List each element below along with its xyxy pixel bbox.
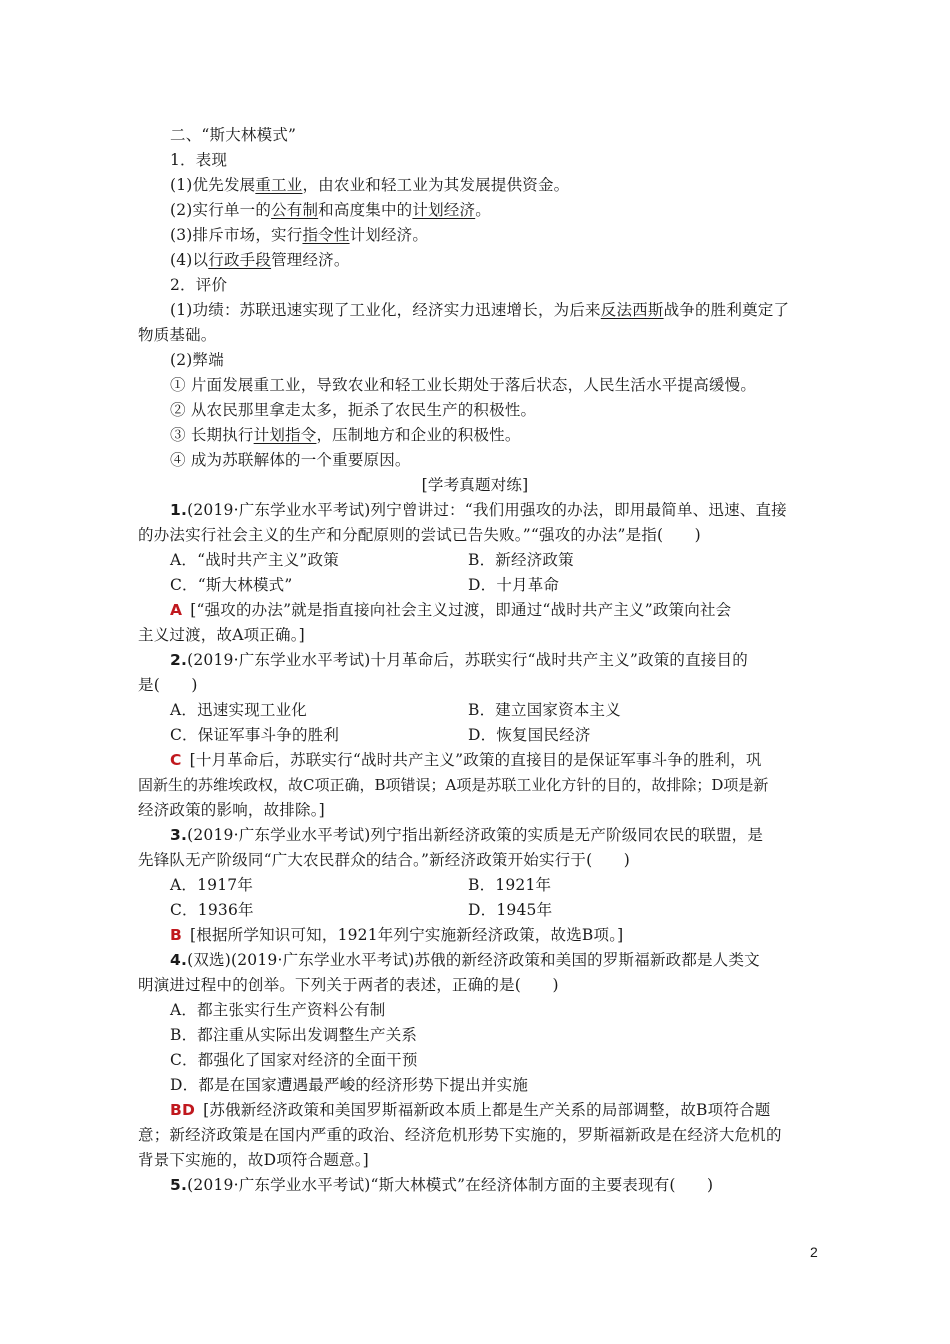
drawback-4: ④ 成为苏联解体的一个重要原因。 <box>170 451 411 469</box>
drawback-3: ③ 长期执行计划指令，压制地方和企业的积极性。 <box>170 426 521 444</box>
q4-explanation-cont: 意；新经济政策是在国内严重的政治、经济危机形势下实施的，罗斯福新政是在经济大危机的 <box>138 1126 782 1144</box>
section-title: 二、“斯大林模式” <box>170 126 297 144</box>
q4-option-d: D．都是在国家遭遇最严峻的经济形势下提出并实施 <box>170 1076 529 1094</box>
q4-answer: BD [苏俄新经济政策和美国罗斯福新政本质上都是生产关系的局部调整，故B项符合题 <box>170 1101 771 1119</box>
q2-option-c: C．保证军事斗争的胜利 <box>170 726 340 744</box>
evaluation-drawbacks: (2)弊端 <box>170 351 224 369</box>
q1-answer: A [“强攻的办法”就是指直接向社会主义过渡，即通过“战时共产主义”政策向社会 <box>170 601 732 619</box>
q3-option-b: B．1921年 <box>468 876 552 894</box>
question-3-cont: 先锋队无产阶级同“广大农民群众的结合。”新经济政策开始实行于( ) <box>138 851 630 869</box>
q4-explanation-end: 背景下实施的，故D项符合题意。] <box>138 1151 369 1169</box>
evaluation-merit: (1)功绩：苏联迅速实现了工业化，经济实力迅速增长，为后来反法西斯战争的胜利奠定了 <box>170 301 790 319</box>
evaluation-merit-cont: 物质基础。 <box>138 326 217 344</box>
q1-option-b: B．新经济政策 <box>468 551 574 569</box>
answer-label: B <box>170 926 183 944</box>
q2-option-a: A．迅速实现工业化 <box>170 701 307 719</box>
point-4: (4)以行政手段管理经济。 <box>170 251 350 269</box>
q3-option-d: D．1945年 <box>468 901 553 919</box>
q4-option-b: B．都注重从实际出发调整生产关系 <box>170 1026 418 1044</box>
point-1: (1)优先发展重工业，由农业和轻工业为其发展提供资金。 <box>170 176 570 194</box>
q1-explanation-cont: 主义过渡，故A项正确。] <box>138 626 305 644</box>
drawback-2: ② 从农民那里拿走太多，扼杀了农民生产的积极性。 <box>170 401 537 419</box>
q1-option-c: C．“斯大林模式” <box>170 576 293 594</box>
q1-option-d: D．十月革命 <box>468 576 560 594</box>
answer-label: C <box>170 751 182 769</box>
q2-explanation-end: 经济政策的影响，故排除。] <box>138 801 325 819</box>
question-2: 2.(2019·广东学业水平考试)十月革命后，苏联实行“战时共产主义”政策的直接目的 <box>170 651 748 669</box>
answer-label: A <box>170 601 183 619</box>
question-4-cont: 明演进过程中的创举。下列关于两者的表述，正确的是( ) <box>138 976 559 994</box>
q2-answer: C [十月革命后，苏联实行“战时共产主义”政策的直接目的是保证军事斗争的胜利，巩 <box>170 751 762 769</box>
drawback-1: ① 片面发展重工业，导致农业和轻工业长期处于落后状态，人民生活水平提高缓慢。 <box>170 376 757 394</box>
question-3: 3.(2019·广东学业水平考试)列宁指出新经济政策的实质是无产阶级同农民的联盟，是 <box>170 826 764 844</box>
question-1: 1.(2019·广东学业水平考试)列宁曾讲过：“我们用强攻的办法，即用最简单、迅速、直接 <box>170 501 787 519</box>
heading-performance: 1．表现 <box>170 151 228 169</box>
q4-option-a: A．都主张实行生产资料公有制 <box>170 1001 386 1019</box>
answer-label: BD <box>170 1101 196 1119</box>
question-4: 4.(双选)(2019·广东学业水平考试)苏俄的新经济政策和美国的罗斯福新政都是人类文 <box>170 951 760 969</box>
question-2-cont: 是( ) <box>138 676 198 694</box>
practice-title: [学考真题对练] <box>421 476 529 494</box>
q1-option-a: A．“战时共产主义”政策 <box>170 551 339 569</box>
q4-option-c: C．都强化了国家对经济的全面干预 <box>170 1051 418 1069</box>
page-number: 2 <box>810 1244 818 1260</box>
q2-explanation-cont: 固新生的苏维埃政权，故C项正确，B项错误；A项是苏联工业化方针的目的，故排除；D项是新 <box>138 776 769 794</box>
q2-option-d: D．恢复国民经济 <box>468 726 591 744</box>
q3-option-a: A．1917年 <box>170 876 254 894</box>
heading-evaluation: 2．评价 <box>170 276 228 294</box>
q2-option-b: B．建立国家资本主义 <box>468 701 621 719</box>
point-3: (3)排斥市场，实行指令性计划经济。 <box>170 226 429 244</box>
q3-option-c: C．1936年 <box>170 901 254 919</box>
question-5: 5.(2019·广东学业水平考试)“斯大林模式”在经济体制方面的主要表现有( ) <box>170 1176 714 1194</box>
q3-answer: B [根据所学知识可知，1921年列宁实施新经济政策，故选B项。] <box>170 926 624 944</box>
point-2: (2)实行单一的公有制和高度集中的计划经济。 <box>170 201 491 219</box>
question-1-cont: 的办法实行社会主义的生产和分配原则的尝试已告失败。”“强攻的办法”是指( ) <box>138 526 701 544</box>
